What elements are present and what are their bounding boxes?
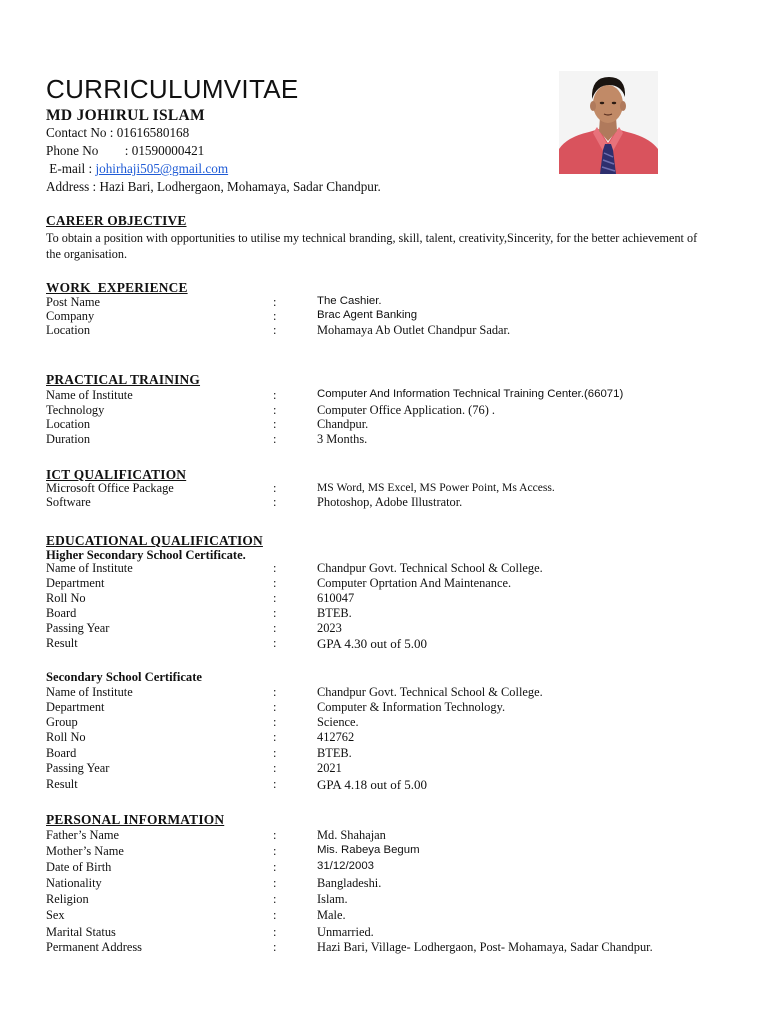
row-label: Father’s Name (46, 828, 120, 842)
hsc-row (46, 621, 716, 636)
row-label: Passing Year (46, 621, 110, 635)
row-label: Post Name (46, 295, 101, 309)
row-colon: : (273, 388, 277, 402)
ssc-row (46, 777, 716, 792)
row-label: Sex (46, 908, 65, 922)
row-value: Science. (317, 715, 359, 729)
row-value: Islam. (317, 892, 348, 906)
row-colon: : (273, 940, 277, 954)
personal-row (46, 925, 716, 940)
row-colon: : (273, 481, 277, 495)
row-label: Permanent Address (46, 940, 143, 954)
row-colon: : (273, 621, 277, 635)
row-label: Department (46, 576, 105, 590)
row-colon: : (273, 323, 277, 337)
work-row (46, 295, 716, 310)
row-value: Chandpur. (317, 417, 369, 431)
row-colon: : (273, 777, 277, 791)
ssc-row (46, 685, 716, 700)
row-value: 2021 (317, 761, 342, 775)
row-value: 31/12/2003 (317, 860, 375, 872)
hsc-title: Higher Secondary School Certificate. (46, 548, 246, 562)
email-link[interactable]: johirhaji505@gmail.com (95, 161, 229, 176)
hsc-row (46, 561, 716, 576)
row-value: BTEB. (317, 606, 352, 620)
row-colon: : (273, 576, 277, 590)
training-row (46, 403, 716, 418)
work-experience-heading: WORK EXPERIENCE (46, 280, 188, 295)
row-label: Mother’s Name (46, 844, 124, 858)
row-value: Chandpur Govt. Technical School & College. (317, 685, 543, 699)
row-colon: : (273, 876, 277, 890)
training-row (46, 417, 716, 432)
row-value: Chandpur Govt. Technical School & College. (317, 561, 543, 575)
row-value: GPA 4.30 out of 5.00 (317, 636, 428, 651)
row-colon: : (273, 908, 277, 922)
row-value: Unmarried. (317, 925, 374, 939)
row-value: Computer Office Application. (76) . (317, 403, 496, 417)
row-value: 3 Months. (317, 432, 368, 446)
hsc-row (46, 636, 716, 651)
row-label: Name of Institute (46, 561, 133, 575)
row-value: Male. (317, 908, 346, 922)
hsc-row (46, 591, 716, 606)
row-colon: : (273, 925, 277, 939)
row-label: Duration (46, 432, 91, 446)
ict-row (46, 495, 716, 510)
candidate-name: MD JOHIRUL ISLAM (46, 107, 205, 124)
row-colon: : (273, 295, 277, 309)
hsc-row (46, 606, 716, 621)
row-colon: : (273, 828, 277, 842)
row-colon: : (273, 432, 277, 446)
phone-number: Phone No : 01590000421 (46, 143, 205, 158)
row-label: Passing Year (46, 761, 110, 775)
row-colon: : (273, 606, 277, 620)
profile-photo (559, 71, 658, 174)
row-value: Brac Agent Banking (317, 309, 418, 321)
row-value: MS Word, MS Excel, MS Power Point, Ms Access. (317, 481, 555, 494)
row-label: Roll No (46, 730, 86, 744)
row-value: Hazi Bari, Village- Lodhergaon, Post- Mohamaya, Sadar Chandpur. (317, 940, 653, 954)
row-label: Roll No (46, 591, 86, 605)
email-label: E-mail : (46, 161, 96, 176)
row-value: 412762 (317, 730, 355, 744)
personal-row (46, 892, 716, 907)
row-colon: : (273, 700, 277, 714)
row-value: Mohamaya Ab Outlet Chandpur Sadar. (317, 323, 511, 337)
ict-qualification-heading: ICT QUALIFICATION (46, 467, 187, 482)
personal-information-heading: PERSONAL INFORMATION (46, 812, 225, 827)
hsc-row (46, 576, 716, 591)
row-colon: : (273, 761, 277, 775)
row-label: Microsoft Office Package (46, 481, 174, 495)
personal-row (46, 908, 716, 923)
row-label: Department (46, 700, 105, 714)
career-objective-heading: CAREER OBJECTIVE (46, 213, 187, 228)
row-colon: : (273, 715, 277, 729)
personal-row (46, 844, 716, 859)
row-label: Location (46, 323, 91, 337)
row-value: 610047 (317, 591, 355, 605)
row-label: Software (46, 495, 91, 509)
row-label: Religion (46, 892, 89, 906)
work-row (46, 309, 716, 324)
training-row (46, 388, 716, 403)
row-value: 2023 (317, 621, 342, 635)
row-value: Computer Oprtation And Maintenance. (317, 576, 512, 590)
row-colon: : (273, 495, 277, 509)
row-label: Result (46, 636, 78, 650)
row-label: Result (46, 777, 78, 791)
ssc-row (46, 715, 716, 730)
row-value: Mis. Rabeya Begum (317, 844, 420, 856)
row-label: Board (46, 746, 77, 760)
cv-title: CURRICULUMVITAE (46, 74, 299, 104)
address-line: Address : Hazi Bari, Lodhergaon, Mohamaya, Sadar Chandpur. (46, 179, 381, 194)
row-label: Board (46, 606, 77, 620)
row-label: Marital Status (46, 925, 116, 939)
row-label: Name of Institute (46, 388, 133, 402)
ssc-row (46, 700, 716, 715)
row-colon: : (273, 730, 277, 744)
row-label: Name of Institute (46, 685, 133, 699)
row-colon: : (273, 860, 277, 874)
row-colon: : (273, 561, 277, 575)
ssc-row (46, 761, 716, 776)
row-value: The Cashier. (317, 295, 382, 307)
personal-row (46, 940, 716, 972)
row-colon: : (273, 403, 277, 417)
row-label: Technology (46, 403, 105, 417)
row-value: Computer & Information Technology. (317, 700, 506, 714)
row-colon: : (273, 746, 277, 760)
row-label: Group (46, 715, 78, 729)
career-objective-text: To obtain a position with opportunities to utilise my technical branding, skill, talent, creativity,Sincerity, for the better achievement of the organisation. (46, 231, 698, 261)
row-colon: : (273, 685, 277, 699)
row-colon: : (273, 309, 277, 323)
row-value: BTEB. (317, 746, 352, 760)
personal-row (46, 828, 716, 843)
personal-row (46, 876, 716, 891)
row-colon: : (273, 892, 277, 906)
email-line (46, 160, 228, 177)
row-colon: : (273, 417, 277, 431)
contact-number: Contact No : 01616580168 (46, 125, 190, 140)
row-label: Location (46, 417, 91, 431)
row-label: Date of Birth (46, 860, 112, 874)
row-label: Nationality (46, 876, 102, 890)
personal-row (46, 860, 716, 875)
row-colon: : (273, 844, 277, 858)
row-value: Bangladeshi. (317, 876, 382, 890)
ssc-row (46, 746, 716, 761)
row-colon: : (273, 636, 277, 650)
work-row (46, 323, 716, 338)
row-colon: : (273, 591, 277, 605)
training-row (46, 432, 716, 447)
education-heading: EDUCATIONAL QUALIFICATION (46, 533, 263, 548)
profile-photo-image (559, 71, 658, 174)
ssc-row (46, 730, 716, 745)
row-value: Photoshop, Adobe Illustrator. (317, 495, 463, 509)
ssc-title: Secondary School Certificate (46, 670, 202, 684)
row-value: Computer And Information Technical Training Center.(66071) (317, 388, 624, 400)
ict-row (46, 481, 716, 496)
row-label: Company (46, 309, 95, 323)
row-value: Md. Shahajan (317, 828, 386, 842)
practical-training-heading: PRACTICAL TRAINING (46, 372, 201, 387)
row-value: GPA 4.18 out of 5.00 (317, 777, 428, 792)
